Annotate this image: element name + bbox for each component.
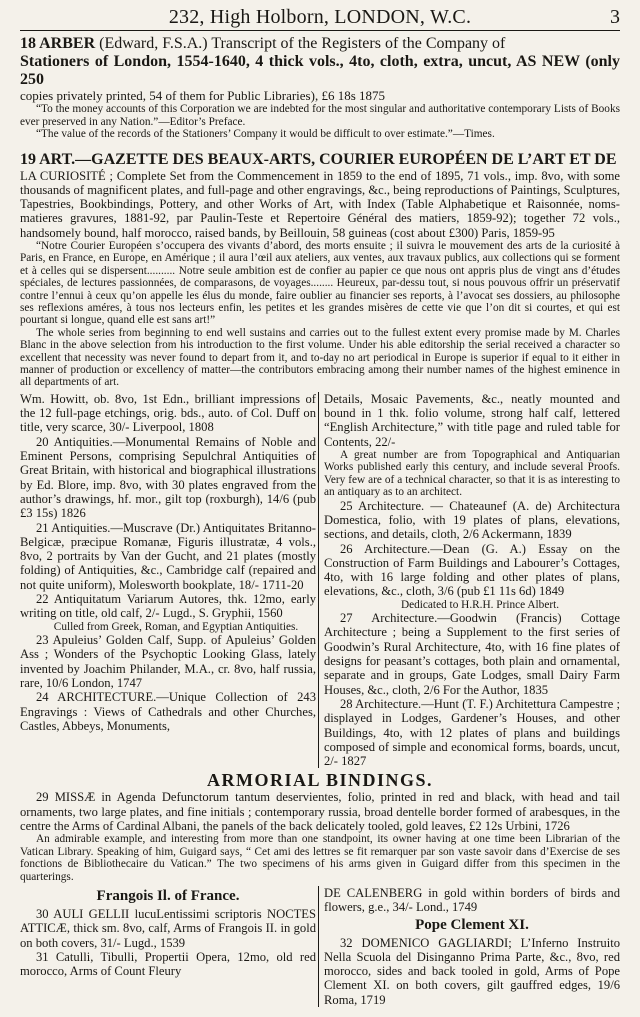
entry-30: 30 AULI GELLII lucuLentissimi scriptoris NOCTES ATTICÆ, thick sm. 8vo, calf, Arms of Frangois II. in gold on both covers, 31/- Lugd., 1539 xyxy=(20,906,316,950)
entry-details-note: A great number are from Topographical and Antiquarian Works published early this century, and include several Proofs. Very few are of a technical character, so that it is as interesting to an antiquary as to an architect. xyxy=(324,449,620,499)
entry-32: 32 DOMENICO GAGLIARDI; L’Inferno Instruito Nella Scuola del Disinganno Prima Parte, &c., 8vo, red morocco, sides and back tooled in gold, Arms of Pope Clement XI. on both covers, gilt gauffred edges, 19/6 Roma, 1719 xyxy=(324,935,620,1007)
entry-19-quote-fr: “Notre Courier Européen s’occupera des vivants d’abord, des morts ensuite ; il suivra le mouvement des arts de la curiosité à Paris, en France, en Europe, en Amérique ; il aura l’œil aux ateliers, aux ventes, aux travaux publics, aux collections qui se forment et à celles qui se dispersent.......... Notre seule ambition est de confier au papier ce que nous ont appris plus de vingt ans d’études spéciales, de lectures passionnées, de comparasons, de voyages........ Heureux, par-dessu tout, si nous pouvous offrir un préservatif contre l’ennui à ceux qu’on appelle les élus du monde, faire oublier au financier ses reports, à l’avocat ses dossiers, au philosophe ses reflexions améres, à tous nos lecteurs enfin, les petites et les grandes misères de cette vie que l’on dit si courtes, et qui est pourtant si longue, quand elle est sans art!” xyxy=(20,240,620,327)
entry-18 xyxy=(20,35,620,141)
entry-24: 24 ARCHITECTURE.—Unique Collection of 243 Engravings : Views of Cathedrals and other Churches, Castles, Abbeys, Monuments, xyxy=(20,690,316,733)
entry-head: ART.—GAZETTE DES BEAUX-ARTS, COURIER EUROPÉEN DE L’ART ET DE xyxy=(39,150,617,168)
entry-18-line1 xyxy=(20,35,620,53)
entry-26-note: Dedicated to H.R.H. Prince Albert. xyxy=(400,598,560,611)
entry-details: Details, Mosaic Pavements, &c., neatly mounted and bound in 1 thk. folio volume, strong half calf, lettered “English Architecture,” with title page and ruled table for Contents, 22/- xyxy=(324,391,620,449)
entry-28: 28 Architecture.—Hunt (T. F.) Architettura Campestre ; displayed in Lodges, Gardener’s Houses, and other Buildings, 4to, with 12 plates of plans and buildings composed of simple and economical forms, boards, uncut, 2/- 1827 xyxy=(324,696,620,769)
entry-29-note: An admirable example, and interesting from more than one standpoint, its owner having at one time been Librarian of the Vatican Library. Speaking of him, Guigard says, “ Cet ami des lettres se fit remarquer par son vaste savoir dans d’Exercise de ses fonctions de Bibliothecaire du Vatican.” The two specimens of his arms given in Guigard differ from this specimen in the quarterings. xyxy=(20,833,620,883)
entry-22-note: Culled from Greek, Roman, and Egyptian Antiquities. xyxy=(53,620,299,633)
entry-31: 31 Catulli, Tibulli, Propertii Opera, 12mo, old red morocco, Arms of Count Fleury xyxy=(20,949,316,979)
entry-20: 20 Antiquities.—Monumental Remains of Noble and Eminent Persons, comprising Sepulchral Antiquities of Great Britain, with historical and biographical illustrations by Ed. Blore, imp. 8vo, with 30 plates engraved from the author’s drawings, hf. mor., gilt top (roxburgh), 14/6 (pub £3 15s) 1826 xyxy=(20,434,316,521)
running-head-title: 232, High Holborn, LONDON, W.C. xyxy=(168,6,472,28)
entry-26: 26 Architecture.—Dean (G. A.) Essay on the Construction of Farm Buildings and Labourer’s Cottages, 4to, with 16 large folding and other plates of plans, elevations, &c., cloth, 3/6 (pub £1 11s 6d) 1849 xyxy=(324,541,620,599)
subsection-title: Pope Clement XI. xyxy=(415,916,529,933)
armorial-bindings-section xyxy=(20,770,620,883)
entry-22: 22 Antiquitatum Variarum Autores, thk. 12mo, early writing on title, old calf, 2/- Lugd., S. Gryphii, 1560 xyxy=(20,592,316,621)
entry-howitt: Wm. Howitt, ob. 8vo, 1st Edn., brilliant impressions of the 12 full-page etchings, orig. bds., auto. of Col. Duff on title, very scarce, 30/- Liverpool, 1808 xyxy=(20,391,316,435)
entry-25: 25 Architecture. — Chateaunef (A. de) Architectura Domestica, folio, with 19 plates of plans, elevations, sections, and details, cloth, 2/6 Ackermann, 1839 xyxy=(324,498,620,542)
entry-calenberg: DE CALENBERG in gold within borders of birds and flowers, g.e., 34/- Lond., 1749 xyxy=(324,885,620,915)
entry-text: (Edward, F.S.A.) Transcript of the Registers of the Company of xyxy=(99,35,506,52)
entry-number: 18 xyxy=(20,35,36,52)
bottom-right-column xyxy=(318,886,620,1007)
page-number: 3 xyxy=(610,6,620,28)
entry-21: 21 Antiquities.—Muscrave (Dr.) Antiquitates Britanno-Belgicæ, præcipue Romanæ, Figuris illustratæ, 4 vols., 8vo, 2 portraits by Van der Gucht, and 21 plates (mostly folding) of Antiquities, &c., Cambridge calf (repaired and not quite uniform), Molesworth bookplate, 18/- 1711-20 xyxy=(20,520,316,592)
entry-27: 27 Architecture.—Goodwin (Francis) Cottage Architecture ; being a Supplement to the first series of Goodwin’s Rural Architecture, 4to, with 16 fine plates of designs for peasant’s cottages, both plain and ornamental, separate and in groups, Gate Lodges, small Dairy Farm Houses, &c., cloth, 2/6 For the Author, 1835 xyxy=(324,611,620,697)
entry-19-head xyxy=(20,151,620,169)
entry-19-quote-en: The whole series from beginning to end well sustains and carries out to the fullest extent every promise made by M. Charles Blanc in the above selection from his introduction to the first volume. Under his able editorship the serial received a character so excellent that necessity was never found to depart from it, and to-day no art periodical in Europe is superior if equal to it either in manner of production or excellency of matter—the contributors embracing among their number names of the highest eminence in all departments of art. xyxy=(20,326,620,389)
entry-head: ARBER xyxy=(39,35,96,52)
page xyxy=(20,0,620,1007)
entry-29: 29 MISSÆ in Agenda Defunctorum tantum deservientes, folio, printed in red and black, with head and tail ornaments, two large plates, and fine initials ; contemporary russia, broad dentelle border formed of arabesques, in the centre the Arms of Cardinal Albani, the panels of the back delicately tooled, gold leaves, £2 12s Urbini, 1726 xyxy=(20,790,620,834)
bottom-left-column xyxy=(20,886,316,1007)
bottom-two-columns xyxy=(20,886,620,1007)
section-title: ARMORIAL BINDINGS. xyxy=(206,770,434,791)
entry-19-text: LA CURIOSITÉ ; Complete Set from the Commencement in 1859 to the end of 1895, 71 vols., imp. 8vo, with some thousands of magnificent plates, and full-page and other engravings, &c., being reproductions of Paintings, Sculptures, Tapestries, Bookbindings, Pottery, and other Works of Art, with Index (Table Alphabetique et Raisonnée, noms-matieres gravures, 1881-92, par Paulin-Teste et Repertoire Général des matiers, 1859-92); together 72 vols., handsomely bound, half morocco, raised bands, by Beillouin, 58 guineas (cost about £300) Paris, 1859-95 xyxy=(20,168,620,240)
entry-18-line3: copies privately printed, 54 of them for Public Libraries), £6 18s 1875 xyxy=(20,88,386,103)
running-head xyxy=(20,6,620,31)
entry-19 xyxy=(20,151,620,389)
entry-18-quote2: “The value of the records of the Stationers’ Company it would be difficult to over estimate.”—Times. xyxy=(36,128,495,141)
entry-23: 23 Apuleius’ Golden Calf, Supp. of Apuleius’ Golden Ass ; Wonders of the Psychoptic Looking Glass, lately invented by Joachim Philander, M.A., cr. 8vo, half russia, rare, 10/6 London, 1747 xyxy=(20,633,316,690)
subsection-title: Frangois Il. of France. xyxy=(96,887,240,904)
right-column xyxy=(318,392,620,769)
entry-18-line2: Stationers of London, 1554-1640, 4 thick vols., 4to, cloth, extra, uncut, AS NEW (only 250 xyxy=(20,53,620,88)
entry-18-quote1: “To the money accounts of this Corporation we are indebted for the most singular and authoritative contemporary Lists of Books ever preserved in any Nation.”—Editor’s Preface. xyxy=(20,103,620,128)
entry-number: 19 xyxy=(20,150,36,168)
left-column xyxy=(20,392,316,769)
two-column-listing xyxy=(20,392,620,769)
